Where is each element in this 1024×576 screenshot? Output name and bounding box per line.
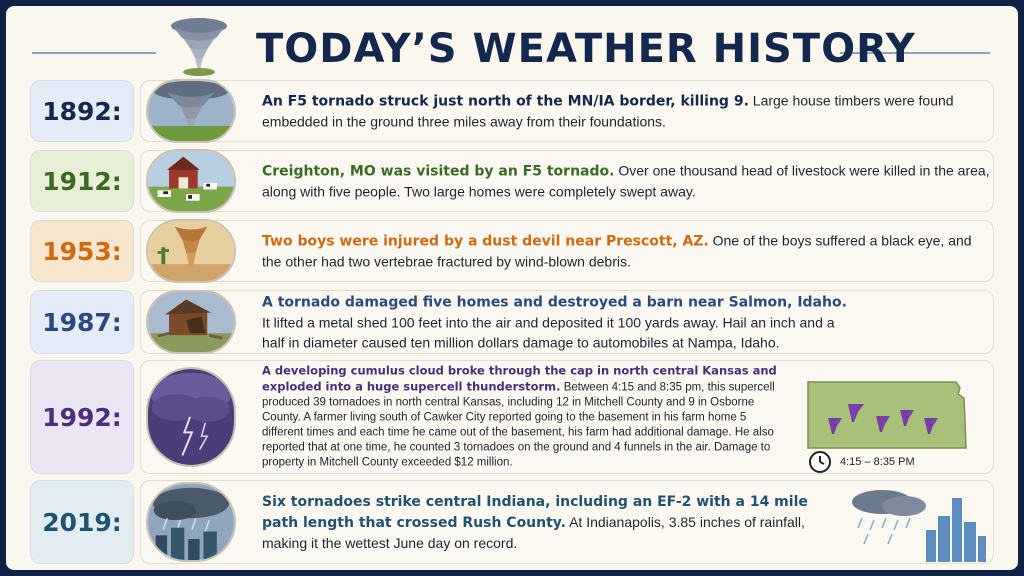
- event-row-1953: [30, 220, 994, 282]
- kansas-map-icon: [804, 374, 972, 454]
- year-badge: 1912:: [30, 150, 134, 212]
- event-body: At Indianapolis, 3.85 inches of rainfall, making it the wettest June day on record.: [262, 514, 805, 551]
- year-badge: 1987:: [30, 290, 134, 354]
- time-range-label: 4:15 – 8:35 PM: [840, 456, 915, 468]
- year-badge: 1953:: [30, 220, 134, 282]
- header: [6, 14, 1018, 76]
- event-lead: Creighton, MO was visited by an F5 tornado.: [262, 163, 615, 180]
- event-body: It lifted a metal shed 100 feet into the air and deposited it 100 yards away. Hail an inch and a half in diameter caused ten million dollars damage to automobiles at Nampa, Idaho.: [262, 314, 835, 351]
- rain-skyline-icon: [838, 486, 988, 562]
- event-text: [262, 91, 994, 132]
- event-lead: A developing cumulus cloud broke through the cap in north central Kansas and exploded into a huge supercell thunderstorm.: [262, 363, 777, 394]
- event-body: Large house timbers were found embedded in the ground three miles away from their foundations.: [262, 92, 954, 130]
- year-badge: 2019:: [30, 480, 134, 564]
- event-text: [262, 491, 832, 553]
- dust-devil-icon: [146, 219, 236, 283]
- event-text: [262, 292, 852, 353]
- event-body: Over one thousand head of livestock were killed in the area, along with five people. Two large homes were completely swept away.: [262, 162, 990, 200]
- rain-city-icon: [146, 482, 236, 562]
- lightning-storm-icon: [146, 367, 236, 467]
- event-text: [262, 161, 994, 202]
- event-row-1987: [30, 290, 994, 354]
- event-text: [262, 364, 782, 471]
- event-lead: Two boys were injured by a dust devil near Prescott, AZ.: [262, 233, 709, 250]
- event-lead: A tornado damaged five homes and destroyed a barn near Salmon, Idaho.: [262, 294, 847, 311]
- damaged-barn-icon: [146, 290, 236, 354]
- event-body: Between 4:15 and 8:35 pm, this supercell produced 39 tornadoes in north central Kansas, including 12 in Mitchell County and 9 in Osborne County. A farmer living south of Cawker City reported going to the basement in his farm home 5 different times and each time he came out of the basement, his farm had additional damage. He also reported that at one time, he counted 3 tornadoes on the ground and 4 funnels in the air. Damage to property in Mitchell County exceeded $12 million.: [262, 381, 775, 469]
- tornado-field-icon: [146, 79, 236, 143]
- event-row-2019: [30, 480, 994, 564]
- infographic-frame: [6, 6, 1018, 570]
- clock-icon: [808, 450, 832, 474]
- tornado-icon: [166, 16, 232, 78]
- title-rule-left: [32, 52, 156, 54]
- page-title: TODAY’S WEATHER HISTORY: [256, 26, 916, 72]
- event-lead: An F5 tornado struck just north of the MN/IA border, killing 9.: [262, 93, 749, 110]
- year-badge: 1992:: [30, 360, 134, 474]
- event-lead: Six tornadoes strike central Indiana, including an EF-2 with a 14 mile path length that crossed Rush County.: [262, 494, 808, 531]
- event-row-1892: [30, 80, 994, 142]
- year-badge: 1892:: [30, 80, 134, 142]
- farm-cows-icon: [146, 149, 236, 213]
- event-row-1992: [30, 360, 994, 474]
- event-row-1912: [30, 150, 994, 212]
- event-text: [262, 231, 994, 272]
- event-body: One of the boys suffered a black eye, and the other had two vertebrae fractured by wind-blown debris.: [262, 232, 972, 270]
